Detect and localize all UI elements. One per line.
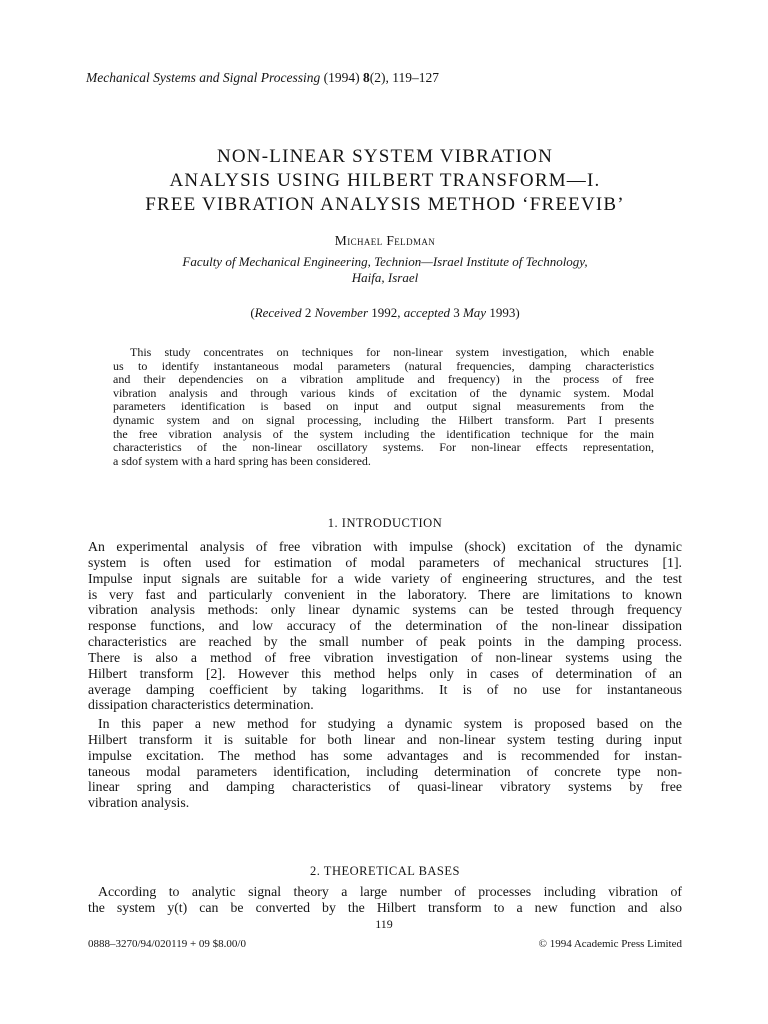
body-line: vibration analysis. xyxy=(88,795,190,811)
body-line: system is often used for estimation of modal parameters of mechanical structures [1]. xyxy=(88,554,682,570)
author-affiliation xyxy=(80,254,690,286)
body-line: is very fast and particularly convenient in the laboratory. There are limitations to known xyxy=(88,586,682,602)
body-line: linear spring and damping characteristics of quasi-linear vibratory systems by free xyxy=(88,779,682,795)
section-heading-introduction: 1. INTRODUCTION xyxy=(327,516,443,530)
received-dates xyxy=(80,305,690,321)
page-number: 119 xyxy=(375,917,393,931)
introduction-paragraph-2 xyxy=(88,716,682,811)
body-line: impulse excitation. The method has some advantages and is recommended for instan- xyxy=(88,747,682,763)
abstract-line: the free vibration analysis of the system including the identification technique for the main xyxy=(113,426,654,441)
body-line: average damping coefficient by taking logarithms. It is of no use for instantaneous xyxy=(88,681,682,697)
received-day: 2 xyxy=(304,305,312,320)
abstract-line: characteristics of the non-linear oscillatory systems. For non-linear effects representation, xyxy=(113,440,654,455)
affiliation-line: Haifa, Israel xyxy=(351,270,419,285)
theory-paragraph xyxy=(88,884,682,916)
introduction-paragraph-1 xyxy=(88,539,682,713)
author-name: Michael Feldman xyxy=(334,233,436,248)
abstract-line: a sdof system with a hard spring has been considered. xyxy=(113,453,371,468)
title-line: FREE VIBRATION ANALYSIS METHOD ‘FREEVIB’ xyxy=(145,194,625,215)
body-line: According to analytic signal theory a large number of processes including vibration of xyxy=(98,884,682,899)
body-line: taneous modal parameters identification, including determination of concrete type non- xyxy=(88,763,682,779)
abstract-line: and their dependencies on a vibration amplitude and frequency) in the process of free xyxy=(113,372,654,387)
body-line: Hilbert transform [2]. However this method helps only in cases of determination of an xyxy=(88,665,682,681)
received-label: Received xyxy=(254,305,302,320)
body-line: dissipation characteristics determination. xyxy=(88,697,314,713)
body-line: vibration analysis methods: only linear dynamic systems can be tested through frequency xyxy=(88,602,682,618)
section-heading-theoretical-bases: 2. THEORETICAL BASES xyxy=(310,864,460,878)
affiliation-line: Faculty of Mechanical Engineering, Technion—Israel Institute of Technology, xyxy=(182,254,588,269)
title-line: NON-LINEAR SYSTEM VIBRATION xyxy=(216,146,554,167)
body-line: An experimental analysis of free vibration with impulse (shock) excitation of the dynamic xyxy=(88,539,682,554)
paper-title xyxy=(80,145,690,217)
body-line: characteristics are reached by the small number of peak points in the damping process. xyxy=(88,634,682,650)
journal-issue-pages: (2), 119–127 xyxy=(369,70,439,85)
body-line: There is also a method of free vibration investigation of non-linear systems using the xyxy=(88,649,682,665)
body-line: Impulse input signals are suitable for a wide variety of engineering structures, and the test xyxy=(88,570,682,586)
abstract-line: parameters identification is based on input and output signal measurements from the xyxy=(113,399,654,414)
copyright-notice: © 1994 Academic Press Limited xyxy=(538,938,682,950)
body-line: the system y(t) can be converted by the Hilbert transform to a new function and also xyxy=(88,899,682,915)
accepted-month: May xyxy=(462,305,487,320)
journal-year: (1994) xyxy=(323,70,360,85)
abstract xyxy=(113,346,654,468)
title-line: ANALYSIS USING HILBERT TRANSFORM—I. xyxy=(169,170,601,191)
journal-volume: 8 xyxy=(362,70,370,85)
received-paren: ( xyxy=(250,305,255,320)
body-line: Hilbert transform it is suitable for both linear and non-linear system testing during input xyxy=(88,731,682,747)
journal-name: Mechanical Systems and Signal Processing xyxy=(86,70,321,85)
accepted-year: 1993) xyxy=(489,305,520,320)
abstract-line: us to identify instantaneous modal parameters (natural frequencies, damping characteristics xyxy=(113,358,654,373)
abstract-line: dynamic system and on signal processing, including the Hilbert transform. Part I presents xyxy=(113,412,654,427)
body-line: response functions, and low accuracy of the determination of the non-linear dissipation xyxy=(88,618,682,634)
abstract-line: This study concentrates on techniques for non-linear system investigation, which enable xyxy=(130,345,654,359)
abstract-line: vibration analysis and through various kinds of excitation of the dynamic system. Modal xyxy=(113,385,654,400)
accepted-label: accepted xyxy=(403,305,450,320)
journal-citation xyxy=(86,70,439,86)
received-year: 1992, xyxy=(371,305,401,320)
accepted-day: 3 xyxy=(453,305,460,320)
received-month: November xyxy=(314,305,369,320)
body-line: In this paper a new method for studying a dynamic system is proposed based on the xyxy=(98,716,682,731)
article-code: 0888–3270/94/020119 + 09 $8.00/0 xyxy=(88,938,246,950)
